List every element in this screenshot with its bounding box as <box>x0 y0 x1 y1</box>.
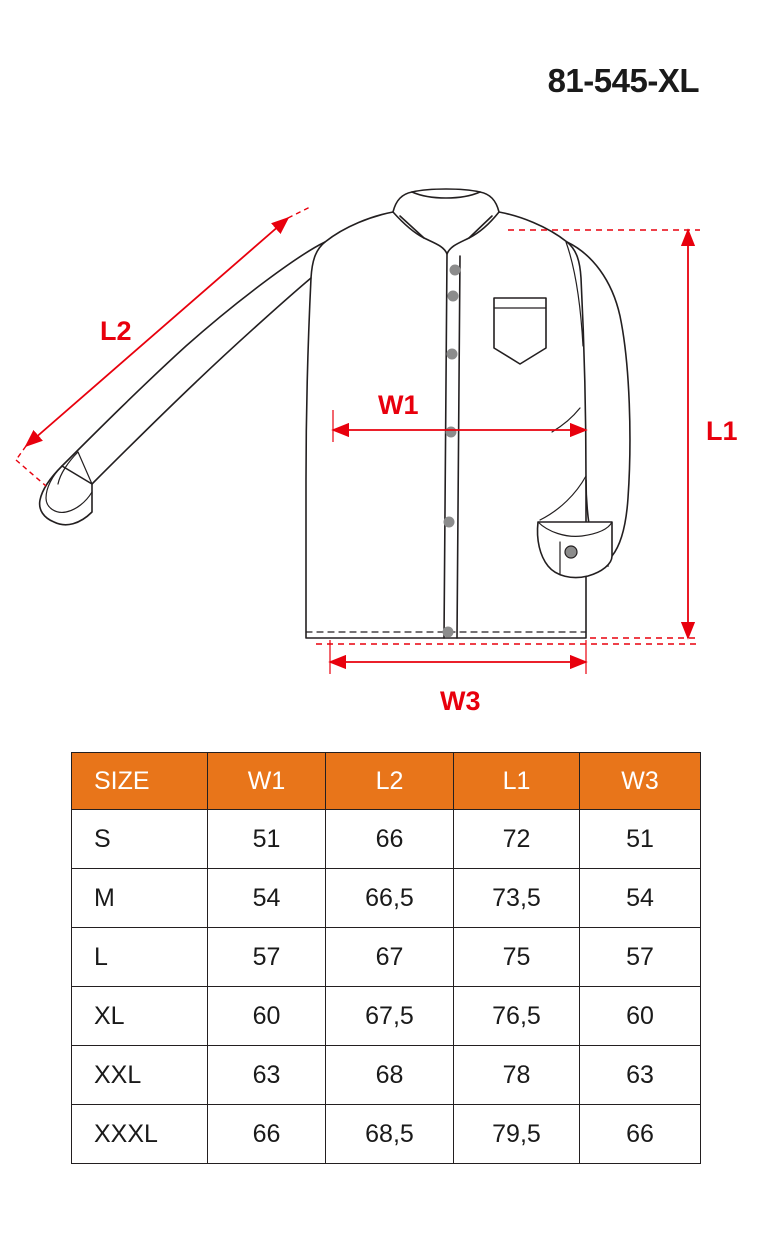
cell-w3: 57 <box>580 928 701 987</box>
shirt-illustration <box>40 189 630 638</box>
cell-l1: 78 <box>454 1046 580 1105</box>
column-header-l1: L1 <box>454 753 580 810</box>
cell-w3: 54 <box>580 869 701 928</box>
dim-label-l1: L1 <box>706 416 738 446</box>
cell-l2: 66 <box>326 810 454 869</box>
size-table <box>71 752 701 1164</box>
product-code: 81-545-XL <box>547 62 699 99</box>
cell-size: S <box>72 810 208 869</box>
column-header-w1: W1 <box>208 753 326 810</box>
cell-w3: 51 <box>580 810 701 869</box>
cell-w3: 66 <box>580 1105 701 1164</box>
cell-size: XL <box>72 987 208 1046</box>
cell-l2: 68,5 <box>326 1105 454 1164</box>
cell-size: XXL <box>72 1046 208 1105</box>
dim-label-w3: W3 <box>440 686 481 716</box>
table-row <box>72 987 701 1046</box>
cell-l2: 67 <box>326 928 454 987</box>
cell-size: M <box>72 869 208 928</box>
cell-size: XXXL <box>72 1105 208 1164</box>
cell-w1: 63 <box>208 1046 326 1105</box>
dim-label-w1: W1 <box>378 390 419 420</box>
cell-l2: 67,5 <box>326 987 454 1046</box>
table-header-row <box>72 753 701 810</box>
size-chart <box>71 752 700 1164</box>
cell-l2: 66,5 <box>326 869 454 928</box>
cell-l1: 79,5 <box>454 1105 580 1164</box>
cell-size: L <box>72 928 208 987</box>
cell-l1: 75 <box>454 928 580 987</box>
table-row <box>72 810 701 869</box>
cell-l2: 68 <box>326 1046 454 1105</box>
cell-w1: 66 <box>208 1105 326 1164</box>
cell-l1: 73,5 <box>454 869 580 928</box>
dim-label-l2: L2 <box>100 316 132 346</box>
column-header-size: SIZE <box>72 753 208 810</box>
table-row <box>72 1105 701 1164</box>
cell-l1: 72 <box>454 810 580 869</box>
table-row <box>72 928 701 987</box>
cell-w1: 54 <box>208 869 326 928</box>
cell-w1: 60 <box>208 987 326 1046</box>
table-row <box>72 1046 701 1105</box>
cell-w3: 60 <box>580 987 701 1046</box>
cell-w1: 57 <box>208 928 326 987</box>
table-row <box>72 869 701 928</box>
cell-w1: 51 <box>208 810 326 869</box>
column-header-w3: W3 <box>580 753 701 810</box>
cell-w3: 63 <box>580 1046 701 1105</box>
cell-l1: 76,5 <box>454 987 580 1046</box>
measurement-diagram <box>0 150 771 740</box>
column-header-l2: L2 <box>326 753 454 810</box>
